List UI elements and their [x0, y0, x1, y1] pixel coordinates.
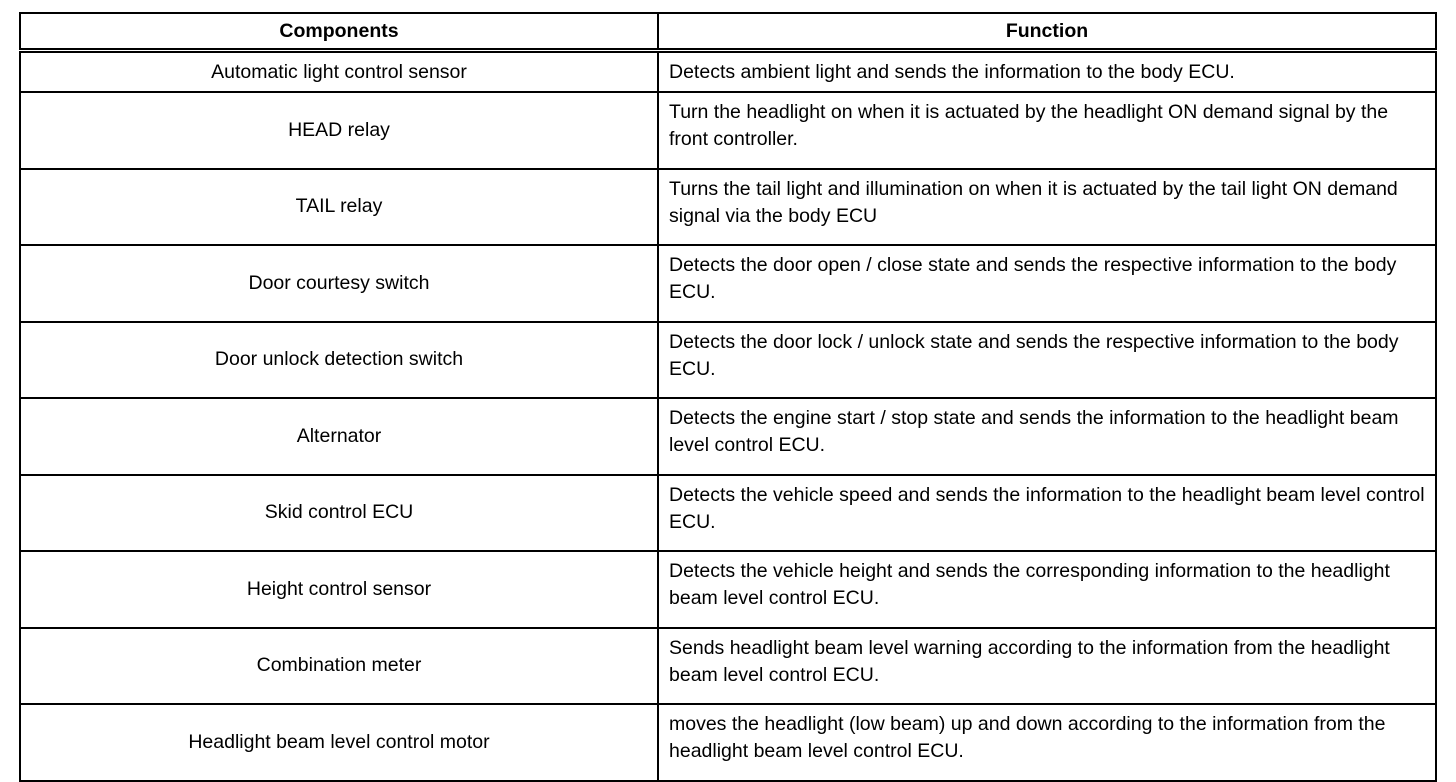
component-cell: Door unlock detection switch — [20, 322, 658, 399]
function-cell: Sends headlight beam level warning according to the information from the headlight beam level control ECU. — [658, 628, 1436, 705]
component-cell: HEAD relay — [20, 92, 658, 169]
function-cell: Turn the headlight on when it is actuated by the headlight ON demand signal by the front controller. — [658, 92, 1436, 169]
function-cell: Turns the tail light and illumination on when it is actuated by the tail light ON demand signal via the body ECU — [658, 169, 1436, 246]
component-cell: Combination meter — [20, 628, 658, 705]
component-cell: Alternator — [20, 398, 658, 475]
components-function-table — [19, 12, 1437, 782]
table-row — [20, 322, 1436, 399]
header-function: Function — [658, 13, 1436, 51]
function-cell: Detects the engine start / stop state and sends the information to the headlight beam level control ECU. — [658, 398, 1436, 475]
table-row — [20, 169, 1436, 246]
table-header-row — [20, 13, 1436, 51]
function-cell: Detects the vehicle speed and sends the information to the headlight beam level control ECU. — [658, 475, 1436, 552]
function-cell: Detects the door open / close state and sends the respective information to the body ECU. — [658, 245, 1436, 322]
table-row — [20, 245, 1436, 322]
component-cell: Skid control ECU — [20, 475, 658, 552]
table-row — [20, 92, 1436, 169]
table-row — [20, 51, 1436, 93]
component-cell: Automatic light control sensor — [20, 51, 658, 93]
table-row — [20, 475, 1436, 552]
table-row — [20, 398, 1436, 475]
component-cell: TAIL relay — [20, 169, 658, 246]
component-cell: Door courtesy switch — [20, 245, 658, 322]
component-cell: Height control sensor — [20, 551, 658, 628]
function-cell: moves the headlight (low beam) up and down according to the information from the headlight beam level control ECU. — [658, 704, 1436, 781]
table-row — [20, 704, 1436, 781]
components-function-table-container — [19, 12, 1435, 782]
function-cell: Detects ambient light and sends the information to the body ECU. — [658, 51, 1436, 93]
table-row — [20, 628, 1436, 705]
function-cell: Detects the door lock / unlock state and sends the respective information to the body ECU. — [658, 322, 1436, 399]
component-cell: Headlight beam level control motor — [20, 704, 658, 781]
header-components: Components — [20, 13, 658, 51]
table-row — [20, 551, 1436, 628]
function-cell: Detects the vehicle height and sends the corresponding information to the headlight beam level control ECU. — [658, 551, 1436, 628]
